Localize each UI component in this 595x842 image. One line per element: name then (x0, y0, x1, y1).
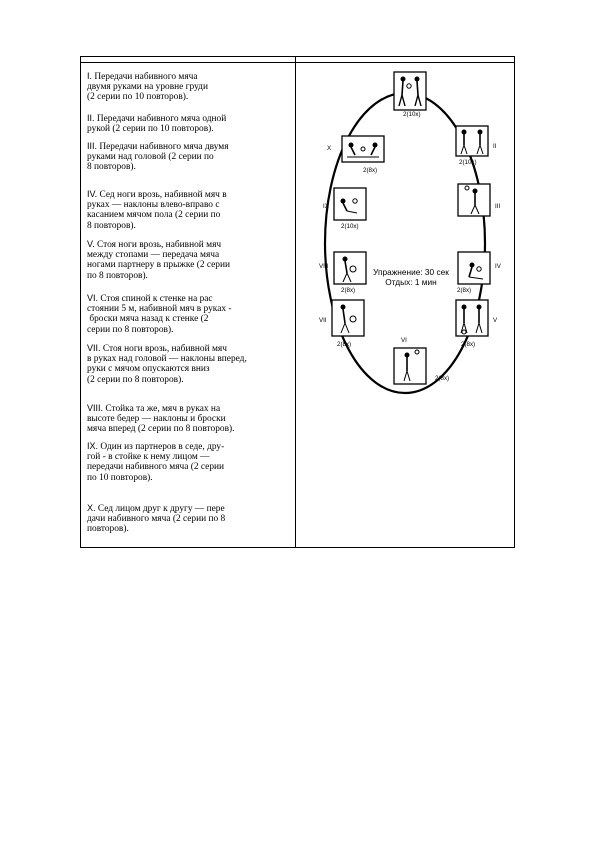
exercise-table (80, 56, 515, 548)
exercise-item (87, 403, 291, 435)
exercise-item (87, 239, 291, 281)
exercise-item (87, 343, 291, 385)
station-IX-reps: 2(10x) (341, 223, 359, 230)
exercise-item (87, 503, 291, 535)
circuit-instructions (369, 267, 453, 287)
rest-duration-text: Отдых: 1 мин (385, 277, 437, 287)
exercise-number: V. (87, 239, 95, 249)
station-VI-reps: 2(8x) (337, 341, 352, 348)
exercise-number: VIII. (87, 403, 104, 413)
station-II-roman: II (493, 143, 497, 150)
exercise-text: Передачи набивного мяча одной рукой (2 серии по 10 повторов). (87, 114, 227, 135)
station-VIII-figure (333, 251, 367, 285)
station-VI-figure (393, 347, 427, 387)
station-VIII-roman: VIII (319, 263, 329, 270)
exercise-number: I. (87, 71, 93, 81)
station-III-roman: III (495, 203, 501, 210)
exercise-number: VI. (87, 293, 99, 303)
exercise-item (87, 71, 291, 103)
exercise-text: Стоя спиной к стенке на рас стоянии 5 м, набивной мяч в руках - броски мяча назад к стенке (2 серии по 8 повторов). (87, 294, 232, 335)
exercise-number: X. (87, 503, 96, 513)
station-X-roman: X (327, 145, 332, 152)
exercise-duration-text: Упражнение: 30 сек (373, 267, 449, 277)
station-VII-roman: VII (319, 317, 327, 324)
exercise-text: Сед лицом друг к другу — пере дачи набивного мяча (2 серии по 8 повторов). (87, 504, 226, 535)
station-V-figure (455, 299, 489, 339)
station-VII-figure (331, 299, 365, 339)
station-III-reps: 2(8x) (457, 287, 472, 294)
station-V-roman: V (493, 317, 498, 324)
exercise-number: IV. (87, 189, 98, 199)
station-X-figure (341, 135, 385, 165)
exercise-text: Передачи набивного мяча двумя руками на уровне груди (2 серии по 10 повторов). (87, 72, 208, 103)
exercise-number: III. (87, 141, 98, 151)
station-IX-roman: IX (323, 203, 329, 210)
exercise-item (87, 441, 291, 483)
exercise-item (87, 141, 291, 173)
station-I-reps: 2(10x) (403, 111, 421, 118)
exercise-number: II. (87, 113, 95, 123)
station-III-figure (457, 183, 491, 219)
station-X-reps: 2(8x) (363, 167, 378, 174)
circuit-diagram (297, 63, 513, 543)
exercise-item (87, 293, 291, 335)
exercise-text: Сед ноги врозь, набивной мяч в руках — наклоны влево-вправо с касанием мячом пола (2 серии по 8 повторов). (87, 190, 227, 231)
exercise-text: Один из партнеров в седе, дру- гой - в стойке к нему лицом — передачи набивного мяча (2 серии по 10 повторов). (87, 442, 225, 483)
station-VII-reps: 2(8x) (341, 287, 356, 294)
station-IV-reps: 2(8x) (461, 341, 476, 348)
exercise-number: IX. (87, 441, 99, 451)
station-V-reps: 2(8x) (435, 375, 450, 382)
station-IV-roman: IV (495, 263, 501, 270)
exercise-number: VII. (87, 343, 101, 353)
exercise-item (87, 113, 291, 134)
exercise-text: Передачи набивного мяча двумя руками над головой (2 серии по 8 повторов). (87, 142, 229, 173)
table-column-divider (295, 57, 296, 547)
station-II-figure (455, 125, 489, 161)
station-II-reps: 2(10x) (459, 159, 477, 166)
exercise-text: Стоя ноги врозь, набивной мяч в руках над головой — наклоны вперед, руки с мячом опускаются вниз (2 серии по 8 повторов). (87, 344, 247, 385)
exercise-item (87, 189, 291, 231)
exercise-text: Стойка та же, мяч в руках на высоте бедер — наклоны и броски мяча вперед (2 серии по 8 повторов). (87, 404, 235, 435)
station-VI-roman: VI (401, 337, 407, 344)
station-IV-figure (457, 251, 491, 285)
exercise-text: Стоя ноги врозь, набивной мяч между стопами — передача мяча ногами партнеру в прыжке (2 серии по 8 повторов). (87, 240, 231, 281)
station-IX-figure (333, 187, 367, 221)
